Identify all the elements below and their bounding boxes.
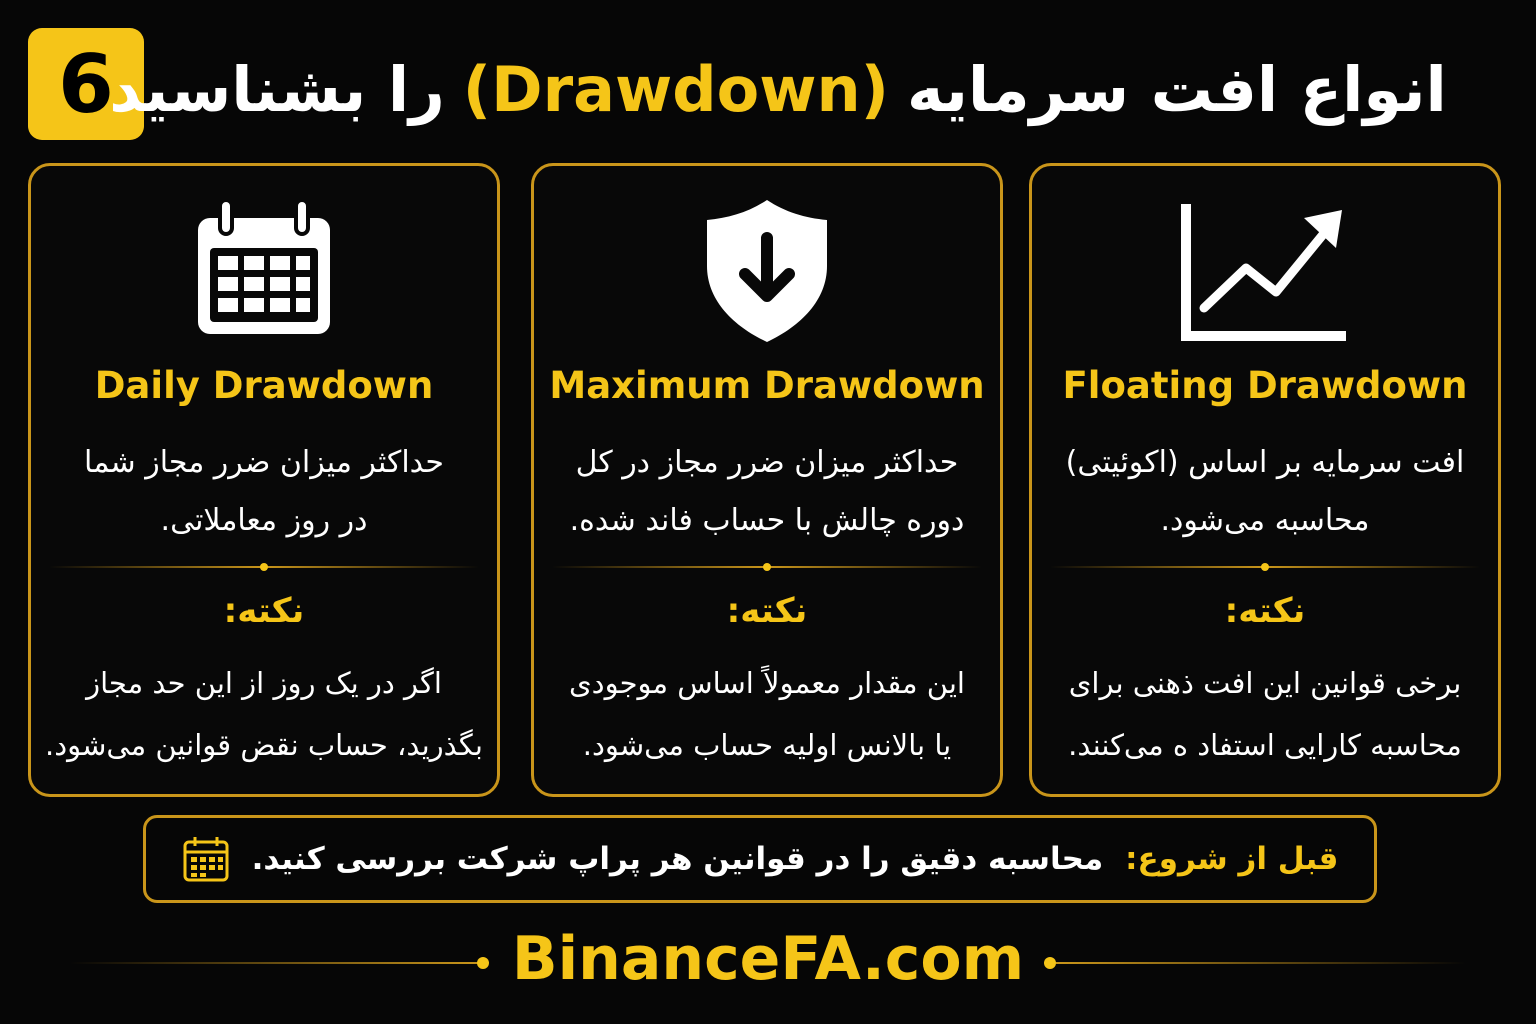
note-line-2: محاسبه کارایی استفاد ه می‌کنند. (1068, 728, 1462, 762)
desc-line-1: حداکثر میزان ضرر مجاز شما (84, 445, 444, 480)
note-text (548, 652, 986, 776)
card-floating-drawdown (1029, 163, 1501, 797)
note-heading: نکته: (223, 591, 305, 631)
desc-line-2: دوره چالش با حساب فاند شده. (569, 503, 965, 538)
card-maximum-drawdown (531, 163, 1003, 797)
title-part2: را بشناسید (109, 52, 445, 126)
desc-line-1: افت سرمایه بر اساس (اکوئیتی) (1065, 445, 1465, 480)
note-line-2: بگذرید، حساب نقض قوانین می‌شود. (45, 728, 483, 762)
card-description (554, 434, 980, 550)
note-heading: نکته: (1224, 591, 1306, 631)
card-title: Daily Drawdown (94, 364, 434, 407)
divider (49, 566, 479, 568)
line-chart-up-icon (1180, 196, 1350, 346)
note-line-1: اگر در یک روز از این حد مجاز (86, 666, 442, 700)
title-part1: انواع افت سرمایه (907, 52, 1447, 126)
card-description (51, 434, 477, 550)
calendar-icon (182, 834, 230, 884)
brand-line-right (1056, 962, 1466, 964)
tip-text: محاسبه دقیق را در قوانین هر پراپ شرکت بررسی کنید. (251, 841, 1104, 877)
desc-line-1: حداکثر میزان ضرر مجاز در کل (575, 445, 959, 480)
note-line-1: برخی قوانین این افت ذهنی برای (1068, 666, 1462, 700)
tip-box (143, 815, 1377, 903)
divider (552, 566, 982, 568)
desc-line-2: در روز معاملاتی. (160, 503, 368, 538)
calendar-icon (184, 196, 344, 346)
brand-line-left (70, 962, 480, 964)
note-line-2: یا بالانس اولیه حساب می‌شود. (582, 728, 952, 762)
note-text (45, 652, 483, 776)
note-heading: نکته: (726, 591, 808, 631)
shield-arrow-down-icon (687, 196, 847, 346)
card-description (1052, 434, 1478, 550)
card-daily-drawdown (28, 163, 500, 797)
brand-dot-right (1044, 957, 1056, 969)
brand-dot-left (477, 957, 489, 969)
note-text (1046, 652, 1484, 776)
note-line-1: این مقدار معمولاً اساس موجودی (568, 666, 965, 700)
page-title (109, 44, 1447, 134)
divider (1050, 566, 1480, 568)
card-title: Maximum Drawdown (549, 364, 985, 407)
brand-url[interactable]: BinanceFA.com (511, 924, 1025, 994)
title-highlight: (Drawdown) (462, 52, 890, 126)
desc-line-2: محاسبه می‌شود. (1160, 503, 1370, 538)
card-title: Floating Drawdown (1062, 364, 1468, 407)
tip-label: قبل از شروع: (1125, 841, 1339, 877)
badge-number: 6 (58, 37, 114, 131)
